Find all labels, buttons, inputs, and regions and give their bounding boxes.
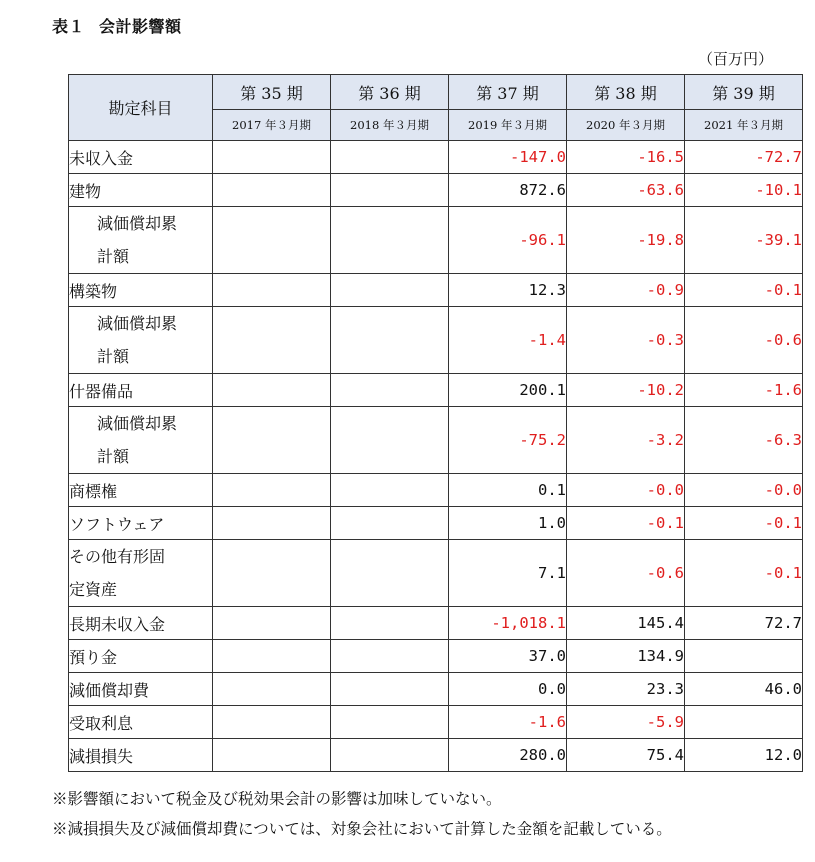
value-cell: -1,018.1	[449, 607, 567, 640]
value-cell	[213, 540, 331, 607]
value-cell	[213, 141, 331, 174]
table-body	[69, 141, 803, 772]
value-cell	[331, 474, 449, 507]
row-label: 減損損失	[69, 739, 213, 772]
table-row	[69, 407, 803, 474]
value-cell	[213, 607, 331, 640]
value-cell: -0.1	[685, 274, 803, 307]
value-cell: 280.0	[449, 739, 567, 772]
value-cell: 72.7	[685, 607, 803, 640]
table-row	[69, 507, 803, 540]
value-cell	[331, 307, 449, 374]
value-cell: -147.0	[449, 141, 567, 174]
value-cell: 46.0	[685, 673, 803, 706]
header-period: 第 37 期	[449, 75, 567, 110]
value-cell	[331, 540, 449, 607]
row-label: 減価償却費	[69, 673, 213, 706]
value-cell: -3.2	[567, 407, 685, 474]
value-cell	[213, 374, 331, 407]
value-cell: 7.1	[449, 540, 567, 607]
value-cell: 12.0	[685, 739, 803, 772]
footnotes	[52, 784, 672, 844]
value-cell	[331, 640, 449, 673]
footnote: ※減損損失及び減価償却費については、対象会社において計算した金額を記載している。	[52, 820, 672, 838]
table-row	[69, 640, 803, 673]
footnote: ※影響額において税金及び税効果会計の影響は加味していない。	[52, 790, 502, 808]
value-cell: -10.1	[685, 174, 803, 207]
value-cell: -19.8	[567, 207, 685, 274]
value-cell: -10.2	[567, 374, 685, 407]
value-cell	[331, 207, 449, 274]
value-cell: -1.4	[449, 307, 567, 374]
value-cell	[331, 174, 449, 207]
value-cell: -6.3	[685, 407, 803, 474]
row-label: 減価償却累 計額	[69, 407, 213, 474]
value-cell: -0.3	[567, 307, 685, 374]
table-row	[69, 141, 803, 174]
value-cell: 134.9	[567, 640, 685, 673]
row-label: 未収入金	[69, 141, 213, 174]
value-cell	[213, 207, 331, 274]
value-cell: 12.3	[449, 274, 567, 307]
value-cell	[685, 640, 803, 673]
row-label: 建物	[69, 174, 213, 207]
value-cell: -0.0	[685, 474, 803, 507]
row-label: その他有形固 定資産	[69, 540, 213, 607]
table-row	[69, 673, 803, 706]
table-row	[69, 540, 803, 607]
value-cell: -0.1	[685, 540, 803, 607]
value-cell: -39.1	[685, 207, 803, 274]
row-label: ソフトウェア	[69, 507, 213, 540]
value-cell	[213, 474, 331, 507]
table-row	[69, 474, 803, 507]
header-row-periods	[69, 75, 803, 110]
value-cell	[331, 607, 449, 640]
value-cell	[331, 673, 449, 706]
table-row	[69, 207, 803, 274]
header-period: 第 38 期	[567, 75, 685, 110]
table-row	[69, 739, 803, 772]
value-cell: -96.1	[449, 207, 567, 274]
value-cell	[331, 706, 449, 739]
header-period: 第 39 期	[685, 75, 803, 110]
header-period: 第 36 期	[331, 75, 449, 110]
value-cell: -0.1	[685, 507, 803, 540]
value-cell: -16.5	[567, 141, 685, 174]
value-cell	[331, 274, 449, 307]
value-cell: 0.0	[449, 673, 567, 706]
value-cell: -0.6	[567, 540, 685, 607]
value-cell	[331, 141, 449, 174]
value-cell	[213, 407, 331, 474]
value-cell	[331, 507, 449, 540]
header-fiscal-year: 2018 年３月期	[331, 110, 449, 141]
row-label: 什器備品	[69, 374, 213, 407]
value-cell: -75.2	[449, 407, 567, 474]
row-label: 預り金	[69, 640, 213, 673]
value-cell: 0.1	[449, 474, 567, 507]
row-label: 減価償却累 計額	[69, 307, 213, 374]
value-cell	[213, 174, 331, 207]
row-label: 減価償却累 計額	[69, 207, 213, 274]
table-row	[69, 607, 803, 640]
header-fiscal-year: 2019 年３月期	[449, 110, 567, 141]
value-cell: -1.6	[685, 374, 803, 407]
value-cell: 145.4	[567, 607, 685, 640]
header-fiscal-year: 2020 年３月期	[567, 110, 685, 141]
header-period: 第 35 期	[213, 75, 331, 110]
table-header	[69, 75, 803, 141]
table-row	[69, 374, 803, 407]
value-cell: 1.0	[449, 507, 567, 540]
table-title	[52, 14, 182, 37]
value-cell	[331, 407, 449, 474]
value-cell	[213, 739, 331, 772]
value-cell: -1.6	[449, 706, 567, 739]
header-fiscal-year: 2021 年３月期	[685, 110, 803, 141]
value-cell	[685, 706, 803, 739]
value-cell: -72.7	[685, 141, 803, 174]
value-cell	[213, 307, 331, 374]
value-cell: -5.9	[567, 706, 685, 739]
value-cell: -0.9	[567, 274, 685, 307]
table-row	[69, 307, 803, 374]
header-fiscal-year: 2017 年３月期	[213, 110, 331, 141]
value-cell	[213, 507, 331, 540]
row-label: 構築物	[69, 274, 213, 307]
value-cell	[331, 739, 449, 772]
value-cell: 23.3	[567, 673, 685, 706]
value-cell: -63.6	[567, 174, 685, 207]
table-row	[69, 706, 803, 739]
value-cell	[213, 274, 331, 307]
value-cell	[213, 640, 331, 673]
value-cell: -0.0	[567, 474, 685, 507]
value-cell: 872.6	[449, 174, 567, 207]
value-cell	[331, 374, 449, 407]
table-title-text: 会計影響額	[99, 17, 182, 36]
value-cell: -0.6	[685, 307, 803, 374]
unit-label: （百万円）	[697, 50, 773, 68]
value-cell	[213, 673, 331, 706]
value-cell: 37.0	[449, 640, 567, 673]
row-label: 商標権	[69, 474, 213, 507]
value-cell	[213, 706, 331, 739]
table-row	[69, 174, 803, 207]
impact-table	[68, 74, 803, 772]
table-row	[69, 274, 803, 307]
header-account-item: 勘定科目	[69, 75, 213, 141]
value-cell: 200.1	[449, 374, 567, 407]
table-number: 表１	[52, 17, 86, 36]
value-cell: -0.1	[567, 507, 685, 540]
row-label: 受取利息	[69, 706, 213, 739]
row-label: 長期未収入金	[69, 607, 213, 640]
value-cell: 75.4	[567, 739, 685, 772]
